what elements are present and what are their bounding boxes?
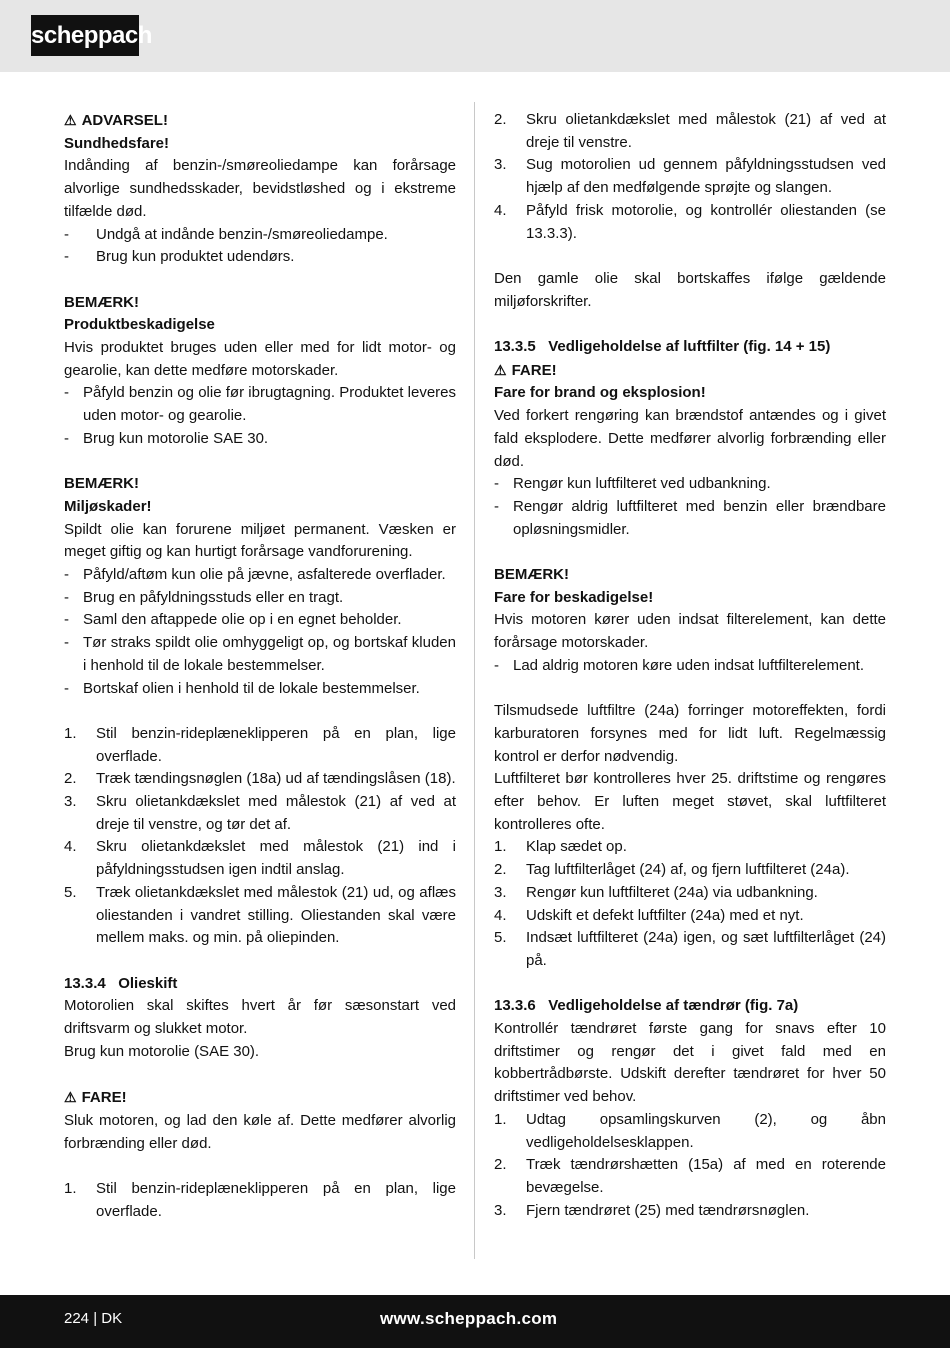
numbered-step: 2. Træk tændrørshætten (15a) af med en roterende bevægelse.: [494, 1156, 886, 1196]
numbered-step: 4. Påfyld frisk motorolie, og kontrollér oliestanden (se 13.3.3).: [494, 201, 886, 242]
notice-text: Spildt olie kan forurene miljøet permanent. Væsken er meget giftig og kan hurtigt forårsage vandforurening.: [64, 520, 456, 561]
column-divider: [474, 102, 475, 1259]
list-item: - Lad aldrig motoren køre uden indsat luftfilterelement.: [494, 656, 865, 674]
list-item: - Rengør aldrig luftfilteret med benzin eller brændbare opløsningsmidler.: [494, 497, 886, 538]
numbered-step: 2. Skru olietankdækslet med målestok (21) af ved at dreje til venstre.: [494, 111, 886, 151]
numbered-step: 5. Indsæt luftfilteret (24a) igen, og sæt luftfilterlåget (24) på.: [494, 929, 886, 969]
list-item: - Brug en påfyldningsstuds eller en tragt.: [64, 588, 344, 606]
body-text: Luftfilteret bør kontrolleres hver 25. driftstime og rengøres efter behov. Er luften meget støvet, skal luftfilteret kontrolleres ofte.: [494, 770, 886, 833]
danger-text: Ved forkert rengøring kan brændstof antændes og i givet fald eksplodere. Dette medfører alvorlig forbrænding eller død.: [494, 407, 886, 470]
warning-triangle-icon: ⚠: [494, 361, 507, 378]
notice-heading: BEMÆRK!: [494, 566, 569, 584]
danger-text: Sluk motoren, og lad den køle af. Dette medfører alvorlig forbrænding eller død.: [64, 1111, 456, 1152]
list-item: - Påfyld benzin og olie før ibrugtagning. Produktet leveres uden motor- og gearolie.: [64, 384, 456, 425]
list-item: - Undgå at indånde benzin-/smøreoliedampe.: [64, 225, 388, 243]
notice-subtitle: Produktbeskadigelse: [64, 316, 215, 334]
list-item: - Påfyld/aftøm kun olie på jævne, asfalterede overflader.: [64, 566, 446, 584]
body-text: Kontrollér tændrøret første gang for snavs efter 10 driftstimer og rengør det i givet fald med en kobbertrådbørste. Udskift derefter tændrøret for hver 50 driftstimer ved behov.: [494, 1020, 886, 1106]
body-text: Motorolien skal skiftes hvert år før sæsonstart ved driftsvarm og slukket motor.: [64, 997, 456, 1038]
numbered-step: 5. Træk olietankdækslet med målestok (21) ud, og aflæs oliestanden i vandret stilling. Oliestanden skal være mellem maks. og min. på oliepinden.: [64, 883, 456, 947]
warning-heading: ⚠ ADVARSEL!: [64, 109, 456, 133]
list-item: - Brug kun motorolie SAE 30.: [64, 429, 269, 447]
numbered-step: 3. Skru olietankdækslet med målestok (21) af ved at dreje til venstre, og tør det af.: [64, 793, 456, 833]
scheppach-logo: scheppach: [31, 15, 139, 56]
danger-heading: ⚠ FARE!: [494, 359, 886, 383]
list-item: - Tør straks spildt olie omhyggeligt op, og bortskaf kluden i henhold til de lokale bestemmelser.: [64, 634, 456, 674]
right-column: [494, 109, 886, 1222]
numbered-step: 1. Udtag opsamlingskurven (2), og åbn vedligeholdelsesklappen.: [494, 1110, 886, 1151]
notice-text: Hvis motoren kører uden indsat filterelement, kan dette forårsage motorskader.: [494, 611, 886, 652]
left-column: [64, 109, 456, 1223]
numbered-step: 3. Fjern tændrøret (25) med tændrørsnøglen.: [494, 1201, 810, 1219]
section-heading-olieskift: 13.3.4 Olieskift: [64, 974, 178, 992]
list-item: - Bortskaf olien i henhold til de lokale bestemmelser.: [64, 679, 420, 697]
website-link[interactable]: www.scheppach.com: [380, 1309, 558, 1328]
numbered-step: 2. Træk tændingsnøglen (18a) ud af tændingslåsen (18).: [64, 770, 456, 788]
numbered-step: 1. Stil benzin-rideplæneklipperen på en plan, lige overflade.: [64, 724, 456, 765]
section-heading-taendroer: 13.3.6 Vedligeholdelse af tændrør (fig. 7a): [494, 997, 799, 1015]
warning-triangle-icon: ⚠: [64, 112, 77, 128]
disposal-text: Den gamle olie skal bortskaffes ifølge gældende miljøforskrifter.: [494, 269, 886, 310]
numbered-step: 4. Skru olietankdækslet med målestok (21) ind i påfyldningsstudsen igen indtil anslag.: [64, 838, 456, 879]
numbered-step: 1. Klap sædet op.: [494, 838, 627, 856]
notice-text: Hvis produktet bruges uden eller med for lidt motor- og gearolie, kan dette medføre motorskader.: [64, 339, 456, 379]
notice-heading: BEMÆRK!: [64, 293, 139, 311]
list-item: - Brug kun produktet udendørs.: [64, 248, 295, 266]
numbered-step: 3. Rengør kun luftfilteret (24a) via udbankning.: [494, 883, 818, 901]
danger-subtitle: Fare for brand og eksplosion!: [494, 384, 706, 402]
list-item: - Saml den aftappede olie op i en egnet beholder.: [64, 611, 402, 629]
notice-subtitle: Miljøskader!: [64, 497, 152, 515]
list-item: - Rengør kun luftfilteret ved udbankning.: [494, 475, 771, 493]
danger-heading: ⚠ FARE!: [64, 1086, 456, 1110]
body-text: Tilsmudsede luftfiltre (24a) forringer motoreffekten, fordi karburatoren forsynes med for lidt luft. Regelmæssig kontrol er derfor nødvendig.: [494, 702, 886, 765]
page-number: 224 | DK: [64, 1310, 123, 1327]
numbered-step: 4. Udskift et defekt luftfilter (24a) med et nyt.: [494, 906, 804, 924]
numbered-step: 1. Stil benzin-rideplæneklipperen på en plan, lige overflade.: [64, 1179, 456, 1220]
body-text: Brug kun motorolie (SAE 30).: [64, 1042, 260, 1060]
warning-triangle-icon: ⚠: [64, 1089, 77, 1106]
numbered-step: 3. Sug motorolien ud gennem påfyldningsstudsen ved hjælp af den medfølgende sprøjte og slangen.: [494, 156, 886, 197]
page-footer: [0, 1295, 950, 1348]
notice-heading: BEMÆRK!: [64, 475, 139, 493]
notice-subtitle: Fare for beskadigelse!: [494, 588, 654, 606]
section-heading-luftfilter: 13.3.5 Vedligeholdelse af luftfilter (fig. 14 + 15): [494, 338, 831, 355]
numbered-step: 2. Tag luftfilterlåget (24) af, og fjern luftfilteret (24a).: [494, 861, 850, 879]
page-header: [0, 0, 950, 72]
warning-subtitle: Sundhedsfare!: [64, 134, 170, 152]
warning-text: Indånding af benzin-/smøreoliedampe kan forårsage alvorlige sundhedsskader, bevidstløshed og i ekstreme tilfælde død.: [64, 157, 456, 220]
